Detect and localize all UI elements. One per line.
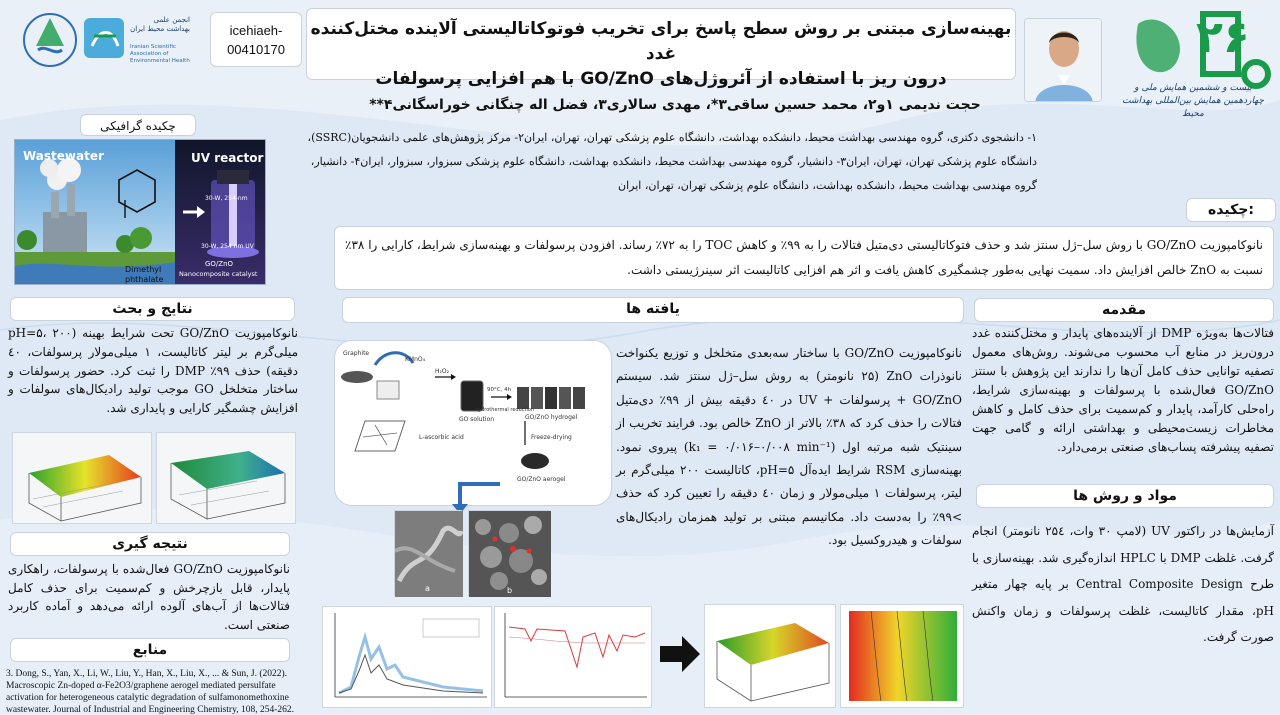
surface-plot-2-graphic — [157, 433, 297, 525]
ga-uv-reactor-label: UV reactor — [191, 151, 264, 165]
xrd-spectrum-plot — [322, 606, 492, 708]
graphical-abstract-illustration — [15, 140, 266, 285]
results-text: نانوکامپوزیت GO/ZnO تحت شرایط بهینه (pH=۵، ۲۰۰ میلی‌گرم بر لیتر کاتالیست، ۱ میلی‌مولار پرسولفات، ٤۰ دقیقه) حذف ۹۹٪ DMP را ثبت کرد. حضور پرسولفات و ساختار متخلخل GO موجب تولید رادیکال‌های سولفات و افزایش چشمگیر کارایی و پایداری شد. — [8, 326, 299, 416]
ga-catalyst-1: GO/ZnO — [205, 260, 234, 268]
conclusion-heading: نتیجه گیری — [10, 532, 290, 556]
diagram-label-kmno4: KMnO₄ — [405, 356, 426, 363]
sem-b-texture — [469, 511, 551, 597]
diagram-label-freeze: Freeze-drying — [531, 434, 572, 441]
xrd-graphic — [323, 607, 493, 709]
graphite-icon — [341, 371, 373, 383]
association-logo — [8, 6, 192, 72]
conference-number: ۲۶ — [1196, 12, 1250, 63]
author-avatar-icon — [1025, 19, 1102, 102]
poster-title — [307, 9, 1015, 92]
conference-name: بیست و ششمین همایش ملی و چهاردهمین همایش بین‌المللی بهداشت محیط — [1122, 83, 1264, 119]
findings-heading: یافته ها — [342, 297, 964, 323]
surface-plot-1-graphic — [13, 433, 153, 525]
paper-id-line2: 00410170 — [227, 42, 285, 57]
flow-arrow-icon — [440, 478, 520, 514]
diagram-label-aerogel: GO/ZnO aerogel — [517, 476, 566, 483]
graphical-abstract-image — [14, 139, 266, 285]
diagram-label-temp: 90°C, 4h — [487, 387, 512, 393]
ftir-spectrum-plot — [494, 606, 652, 708]
conference-emblem-icon — [1108, 4, 1276, 154]
ga-chem-name-2: phthalate — [125, 275, 164, 284]
ga-chem-name-1: Dimethyl — [125, 265, 162, 274]
title-line2: درون ریز با استفاده از آئروژل‌های GO/ZnO با هم افزایی پرسولفات — [375, 69, 947, 89]
conclusion-text: نانوکامپوزیت GO/ZnO فعال‌شده با پرسولفات، راهکاری پایدار، قابل بازچرخش و کم‌سمیت برای حذف کامل فتالات‌ها از آب‌های آلوده ارائه می‌دهد و آماده کاربرد صنعتی است. — [8, 562, 290, 632]
graphical-abstract-label: چکیده گرافیکی — [80, 114, 196, 136]
introduction-heading: مقدمه — [974, 298, 1274, 322]
sem-label-b: b — [507, 586, 513, 595]
rsm-contour-graphic — [841, 605, 965, 709]
diagram-label-h2o2: H₂O₂ — [435, 368, 450, 375]
diagram-label-go-solution: GO solution — [459, 416, 495, 423]
diagram-label-hydrogel: GO/ZnO hydrogel — [525, 414, 578, 421]
result-arrow-icon — [660, 636, 700, 672]
findings-text: نانوکامپوزیت GO/ZnO با ساختار سه‌بعدی متخلخل و توزیع یکنواخت نانوذرات ZnO (۲۵ نانومتر) به روش سل–ژل سنتز شد. سیستم GO/ZnO + پرسولفات + UV در ٤۰ دقیقه بیش از ۹۹٪ دی‌متیل فتالات را حذف کرد که ۳۸٪ بالاتر از ZnO خالص بود. فرایند تخریب از سینتیک شبه مرتبه اول (k₁ = ۰/۰۱۶–۰/۰۰۸ min⁻¹) پیروی نمود. بهینه‌سازی RSM شرایط ایده‌آل pH=۵، کاتالیست ۲۰۰ میلی‌گرم بر لیتر، پرسولفات ۱ میلی‌مولار و زمان ٤۰ دقیقه را تعیین کرد که حذف >۹۹٪ را به‌دست داد. مکانیسم مبتنی بر تولید همزمان رادیکال‌های سولفات و هیدروکسیل بود. — [616, 346, 963, 548]
rsm-surface-plot — [704, 604, 836, 708]
response-surface-plot-1 — [12, 432, 152, 524]
title-box — [306, 8, 1016, 89]
sem-label-a: a — [425, 584, 430, 593]
conference-logo — [1108, 4, 1276, 154]
sem-image-a — [394, 510, 462, 596]
references-heading: منابع — [10, 638, 290, 662]
ga-catalyst-2: Nanocomposite catalyst — [179, 270, 258, 278]
diagram-label-hydrothermal: hydrothermal reduction — [475, 407, 535, 413]
authors: حجت ندیمی ۱و۲، محمد حسین ساقی۳*، مهدی سالاری۳، فضل اله چنگانی خوراسگانی۴** — [369, 97, 981, 113]
association-english-name: Iranian Scientific Association of Environmental Health — [130, 44, 190, 64]
diagram-label-graphite: Graphite — [343, 350, 370, 357]
response-surface-plot-2 — [156, 432, 296, 524]
affiliations: ۱- دانشجوی دکتری، گروه مهندسی بهداشت محیط، دانشکده بهداشت، دانشگاه علوم پزشکی تهران، تهران، ایران۲- مرکز پژوهش‌های علمی دانشجویان(SSRC)، دانشگاه علوم پزشکی تهران، تهران، ایران۳- دانشیار، گروه مهندسی بهداشت محیط، دانشکده بهداشت، دانشگاه علوم پزشکی سبزوار، سبزوار، ایران۴- دانشیار، گروه مهندسی بهداشت محیط، دانشکده بهداشت، دانشگاه علوم پزشکی تهران، تهران، ایران — [307, 131, 1037, 192]
author-photo — [1024, 18, 1102, 102]
methods-text: آزمایش‌ها در راکتور UV (لامپ ۳۰ وات، ۲۵٤ نانومتر) انجام گرفت. غلظت DMP با HPLC اندازه‌گیری شد. بهینه‌سازی با طرح Central Composite Design بر پایه چهار متغیر pH، مقدار کاتالیست، غلظت پرسولفات و زمان واکنش صورت گرفت. — [972, 524, 1275, 644]
paper-id-box — [210, 12, 302, 67]
paper-id-line1: icehiaeh- — [229, 23, 283, 38]
sem-a-texture — [395, 511, 463, 597]
ftir-graphic — [495, 607, 653, 709]
ga-uv-lamp-label: 30-W, 254-nm — [205, 195, 248, 202]
ga-uv-lamp-label-2: 30-W, 254 nm UV — [201, 243, 254, 250]
introduction-text: فتالات‌ها به‌ویژه DMP از آلاینده‌های پایدار و مختل‌کننده غدد درون‌ریز در منابع آب محسوب می‌شوند. روش‌های معمول تصفیه توانایی حذف کامل آن‌ها را ندارند این پژوهش با سنتز GO/ZnO فعال‌شده با پرسولفات و بهینه‌سازی شرایط، راه‌حلی کارآمد، پایدار و کم‌سمیت برای حذف کامل و کاهش مخاطرات زیست‌محیطی و بهداشتی ارائه و گامی جهت تصفیه پیشرفته پساب‌های صنعتی برمی‌دارد. — [972, 326, 1274, 454]
abstract-heading: چکیده: — [1186, 198, 1276, 222]
diagram-label-ascorbic: L-ascorbic acid — [419, 434, 464, 441]
references-text: 3. Dong, S., Yan, X., Li, W., Liu, Y., Han, X., Liu, X., ... & Sun, J. (2022). Macroscopic Zn-doped α-Fe2O3/graphene aerogel mediated persulfate activation for heterogeneous catalytic degradation of sulfamonomethoxine wastewater. Journal of Industrial and Engineering Chemistry, 108, 254-262. — [6, 669, 295, 715]
rsm-contour-plot — [840, 604, 964, 708]
title-line1: بهینه‌سازی مبتنی بر روش سطح پاسخ برای تخریب فوتوکاتالیستی آلاینده مختل‌کننده غدد — [310, 19, 1012, 64]
rsm-surface-graphic — [705, 605, 837, 709]
methods-heading: مواد و روش ها — [976, 484, 1274, 508]
abstract-box: نانوکامپوزیت GO/ZnO با روش سل–ژل سنتز شد و حذف فتوکاتالیستی دی‌متیل فتالات را به ۹۹٪ و کاهش TOC را به ۷۲٪ رساند. افزودن پرسولفات و بهینه‌سازی شرایط، کارایی را ۳۸٪ نسبت به ZnO خالص افزایش داد. سمیت نهایی به‌طور چشمگیری کاهش یافت و اثر هم افزایی کاتالیست اثر سینرژیستی داشت. — [334, 226, 1274, 290]
ga-wastewater-label: Wastewater — [23, 149, 104, 163]
sem-image-b — [468, 510, 550, 596]
results-heading: نتایج و بحث — [10, 297, 295, 321]
association-name: انجمن علمی بهداشت محیط ایران — [130, 16, 190, 33]
